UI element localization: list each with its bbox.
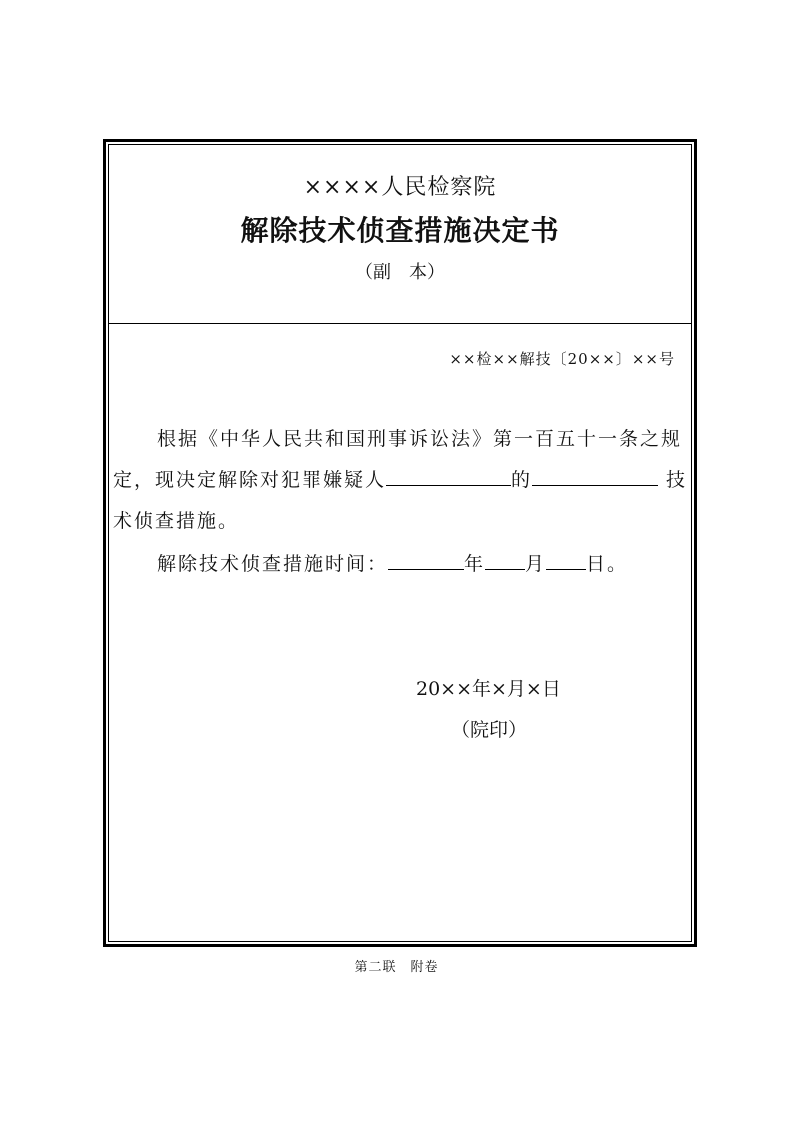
year-label: 年 — [464, 553, 486, 575]
release-time-label: 解除技术侦查措施时间： — [157, 553, 389, 575]
paragraph-line-2-of: 的 — [511, 469, 533, 491]
paragraph-line-1: 根据《中华人民共和国刑事诉讼法》第一百五十一条之规 — [157, 428, 683, 450]
measure-type-blank[interactable] — [532, 468, 658, 486]
month-blank[interactable] — [485, 552, 525, 570]
month-label: 月 — [525, 553, 547, 575]
paragraph-line-2-text: 定，现决定解除对犯罪嫌疑人 — [113, 469, 387, 491]
suspect-name-blank[interactable] — [386, 468, 511, 486]
paragraph-line-3: 术侦查措施。 — [113, 510, 240, 532]
procuratorate-name: ××××人民检察院 — [303, 175, 497, 200]
copy-label: （副 本） — [355, 262, 445, 283]
year-blank[interactable] — [388, 552, 464, 570]
release-time-line — [157, 549, 628, 576]
document-title: 解除技术侦查措施决定书 — [240, 214, 560, 247]
paragraph-line-2 — [113, 465, 687, 492]
day-blank[interactable] — [546, 552, 586, 570]
copy-note: 第二联 附卷 — [354, 960, 439, 975]
day-label: 日。 — [586, 553, 629, 575]
court-seal-label: （院印） — [451, 719, 528, 741]
paragraph-line-2-end: 技 — [665, 469, 687, 491]
document-number: ××检××解技〔20××〕××号 — [449, 350, 675, 368]
header-divider — [108, 323, 692, 324]
signature-date: 20××年×月×日 — [416, 678, 561, 700]
